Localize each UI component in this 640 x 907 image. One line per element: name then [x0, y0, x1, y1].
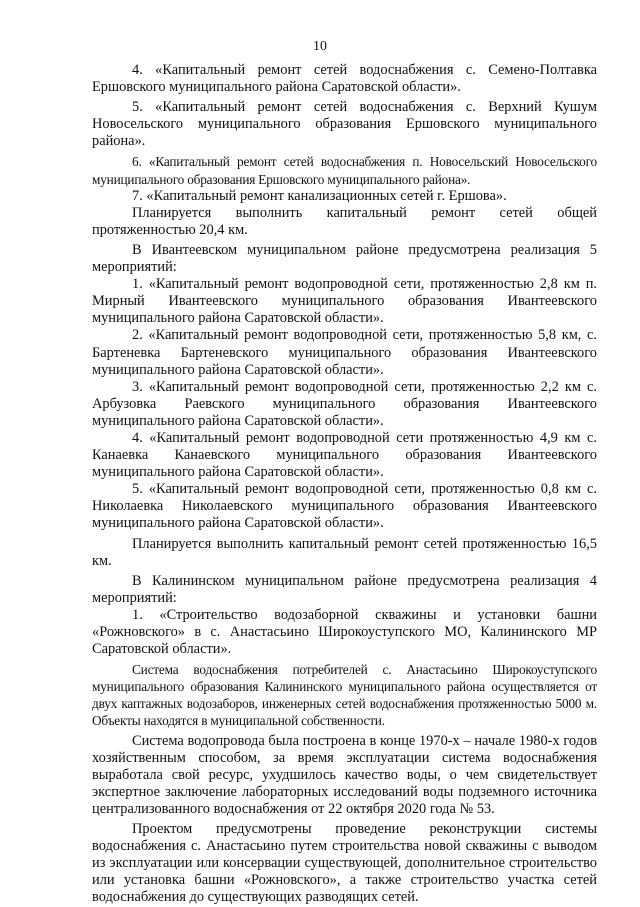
page-number: 10: [313, 39, 327, 54]
list-item-5-verkhniy-kushum: 5. «Капитальный ремонт сетей водоснабжения с. Верхний Кушум Новосельского муниципального образования Ершовского муниципального района».: [92, 99, 597, 150]
ivanteevka-item-5: 5. «Капитальный ремонт водопроводной сети, протяженностью 0,8 км с. Николаевка Николаевского муниципального образования Ивантеевского муниципального района Саратовской области».: [92, 481, 597, 532]
document-body: [92, 62, 597, 907]
list-item-6-novoselskiy: 6. «Капитальный ремонт сетей водоснабжения п. Новосельский Новосельского муниципального образования Ершовского муниципального района».: [92, 154, 597, 187]
list-item-4-semeno-poltavka: 4. «Капитальный ремонт сетей водоснабжения с. Семено-Полтавка Ершовского муниципального района Саратовской области».: [92, 62, 597, 96]
ivanteevka-item-1: 1. «Капитальный ремонт водопроводной сети, протяженностью 2,8 км п. Мирный Ивантеевского муниципального образования Ивантеевского муниципального района Саратовской области».: [92, 276, 597, 327]
ivanteevka-item-3: 3. «Капитальный ремонт водопроводной сети, протяженностью 2,2 км с. Арбузовка Раевского муниципального образования Ивантеевского муниципального района Саратовской области».: [92, 378, 597, 429]
kalininsk-item-1: 1. «Строительство водозаборной скважины и установки башни «Рожновского» в с. Анастасьино Широкоуступского МО, Калининского МР Саратовской области».: [92, 606, 597, 658]
list-item-7-ershov-sewer: 7. «Капитальный ремонт канализационных сетей г. Ершова».: [132, 187, 507, 204]
project-description: Проектом предусмотрены проведение реконструкции системы водоснабжения с. Анастасьино путем строительства новой скважины с выводом из эксплуатации или консервации существующей, дополнительное строительство или установка башни «Рожновского», а также строительство участка сетей водоснабжения до существующих разводящих сетей.: [92, 821, 597, 906]
water-system-description: Система водоснабжения потребителей с. Анастасьино Широкоуступского муниципального образования Калининского муниципального района осуществляется от двух каптажных водозаборов, инженерных сетей водоснабжения протяженностью 5000 м. Объекты находятся в муниципальной собственности.: [92, 662, 597, 729]
kalininsk-intro: В Калининском муниципальном районе предусмотрена реализация 4 мероприятий:: [92, 572, 597, 606]
ivanteevka-summary: Планируется выполнить капитальный ремонт сетей протяженностью 16,5 км.: [92, 535, 597, 569]
ivanteevka-item-4: 4. «Капитальный ремонт водопроводной сети протяженностью 4,9 км с. Канаевка Канаевского муниципального образования Ивантеевского муниципального района Саратовской области».: [92, 429, 597, 481]
ershov-summary: Планируется выполнить капитальный ремонт сетей общей протяженностью 20,4 км.: [92, 204, 597, 238]
ivanteevka-item-2: 2. «Капитальный ремонт водопроводной сети, протяженностью 5,8 км, с. Бартеневка Бартеневского муниципального образования Ивантеевского муниципального района Саратовской области».: [92, 327, 597, 378]
ivanteevka-intro: В Ивантеевском муниципальном районе предусмотрена реализация 5 мероприятий:: [92, 241, 597, 276]
water-system-history: Система водопровода была построена в конце 1970-х – начале 1980-х годов хозяйственным способом, за время эксплуатации система водоснабжения выработала свой ресурс, ухудшилось качество воды, о чем свидетельствует экспертное заключение лабораторных исследований воды подземного источника централизованного водоснабжения от 22 октября 2020 года № 53.: [92, 732, 597, 817]
